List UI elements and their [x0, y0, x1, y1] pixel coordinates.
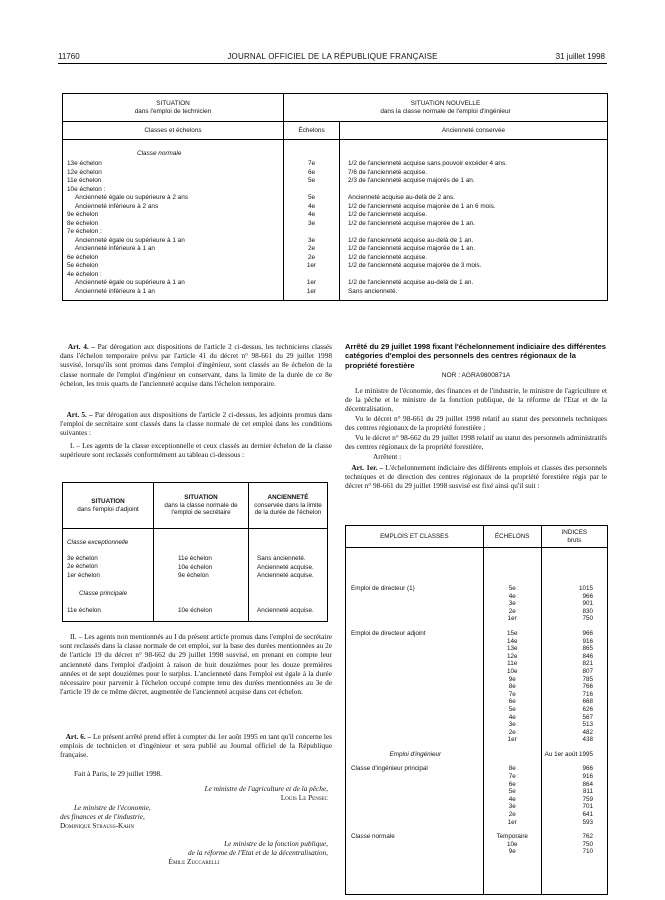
t2-row-situation-secretaire: 9e échelon: [178, 572, 209, 579]
t1-row-echelon: 4e: [307, 211, 316, 218]
t3-row-indice: 916: [582, 773, 593, 781]
t1-row-situation: Ancienneté égale ou supérieure à 2 ans: [75, 194, 188, 201]
t1-row-situation: 7e échelon :: [67, 228, 102, 235]
t1-row-anciennete: 1/2 de l'ancienneté acquise.: [348, 253, 428, 261]
t3-spacer: [351, 848, 480, 856]
t1-row-anciennete: 1/2 de l'ancienneté acquise.: [348, 211, 428, 218]
t3-spacer: [351, 645, 480, 653]
t2-row-situation-adjoint: 2e échelon: [67, 563, 98, 570]
t3-spacer: [351, 653, 480, 661]
t1-row-anciennete: 1/2 de l'ancienneté acquise au-delà de 1 an.: [348, 279, 474, 286]
t1-header-echelons: Échelons: [284, 122, 340, 140]
t3-col-emplois: [346, 548, 484, 895]
t3-row-indice: 750: [582, 840, 593, 848]
article-5-part-i: I. – Les agents de la classe exceptionnelle et ceux classés au dernier échelon de la classe supérieure sont reclassés conformément au tableau ci-dessous :: [60, 441, 332, 460]
t3-spacer: [351, 819, 480, 827]
t3-gap: [351, 758, 480, 765]
t1-header-new: SITUATION NOUVELLE dans la classe normale de l'emploi d'ingénieur: [284, 94, 608, 122]
t3-row-echelon: 4e: [508, 795, 516, 803]
t1-row-anciennete: [348, 186, 603, 195]
t3-row-echelon: 2e: [508, 607, 516, 615]
t1-row-situation: 8e échelon: [67, 219, 99, 227]
t1-row-situation: 10e échelon :: [67, 185, 106, 193]
t3-col-indices: [541, 548, 607, 895]
t1-row-situation: 11e échelon: [67, 177, 102, 184]
article-5-text: Par dérogation aux dispositions de l'article 2 ci-dessus, les adjoints promus dans l'emploi de secrétaire sont classés dans la classe normale de cet emploi dans les conditions suivantes :: [60, 410, 332, 438]
article-5-label: Art. 5. –: [66, 410, 93, 419]
t3-row-echelon: 7e: [508, 773, 516, 781]
t2-col-2: [154, 529, 249, 622]
t3-gap: [545, 623, 593, 630]
t1-row-echelon: 5e: [307, 177, 316, 184]
t3-row-indice: 668: [582, 698, 593, 706]
t3-group-label: Emploi de directeur (1): [351, 585, 415, 592]
t2-header-1: SITUATION dans l'emploi d'adjoint: [63, 483, 154, 529]
t3-row-echelon: 11e: [507, 660, 518, 668]
echelonnement-indiciaire-table: [345, 525, 608, 895]
t3-spacer: [351, 788, 480, 796]
t2-col-1: [63, 529, 154, 622]
t3-row-echelon: 3e: [508, 803, 516, 811]
t3-row-indice: 901: [582, 600, 593, 608]
t3-row-indice: 830: [582, 607, 593, 615]
t3-row-indice: 762: [582, 833, 593, 841]
article-1: [345, 463, 607, 491]
t3-spacer: [351, 698, 480, 706]
t1-row-anciennete: 1/2 de l'ancienneté acquise majorée de 1 an 6 mois.: [348, 202, 496, 210]
t3-group-label: Classe d'ingénieur principal: [351, 765, 428, 773]
t3-gap: [545, 826, 593, 833]
signature-1-title: Le ministre de l'agriculture et de la pêche,: [204, 784, 328, 793]
t3-gap: [351, 856, 480, 863]
t1-row-situation: 9e échelon: [67, 211, 99, 218]
t3-row-indice: 593: [582, 818, 593, 826]
t3-spacer: [351, 811, 480, 819]
header-rule: [58, 63, 607, 64]
t3-row-echelon: 5e: [508, 585, 516, 592]
t1-header-anciennete: Ancienneté conservée: [340, 122, 608, 140]
signature-3-title-2: de la réforme de l'Etat et de la décentralisation,: [188, 848, 328, 857]
t2-header-2: SITUATION dans la classe normale de l'emploi de secrétaire: [154, 483, 249, 529]
t1-row-echelon: 5e: [307, 194, 316, 201]
t1-header-situation: SITUATION dans l'emploi de technicien: [63, 94, 284, 122]
nor-reference: NOR : AGRA9800871A: [441, 372, 511, 379]
t3-spacer: [351, 714, 480, 722]
t1-row-anciennete: 2/3 de l'ancienneté acquise majorés de 1 an.: [348, 177, 475, 184]
t3-spacer: [351, 706, 480, 714]
t3-row-indice: 567: [582, 713, 593, 721]
t3-spacer: [351, 638, 480, 646]
t3-header-indices: INDICES bruts: [541, 526, 607, 548]
t3-row-echelon: 13e: [506, 645, 518, 653]
t3-row-echelon: 5e: [508, 788, 516, 796]
t2-row-situation-adjoint: 11e échelon: [67, 606, 101, 614]
t3-spacer: [351, 841, 480, 849]
t3-gap: [487, 623, 538, 630]
t1-row-echelon: [284, 271, 339, 280]
t3-gap: [351, 826, 480, 833]
t3-row-echelon: 2e: [508, 728, 516, 736]
t3-row-indice: 811: [582, 788, 593, 796]
t1-row-anciennete: [348, 228, 603, 237]
t3-row-echelon: 10e: [506, 840, 518, 848]
t3-spacer: [351, 608, 480, 616]
article-4-text: Par dérogation aux dispositions de l'article 2 ci-dessus, les techniciens classés dans l'échelon temporaire prévu par l'article 41 du décret n° 98-661 du 29 juillet 1998 susvisé, lorsqu'ils sont promus dans l'emploi d'ingénieur, sont classés au 8e échelon de la classe normale de l'emploi d'ingénieur en conservant, dans la limite de la durée de ce 8e échelon, les trois quarts de l'ancienneté acquise dans l'échelon temporaire.: [60, 342, 332, 388]
signature-3-title-1: Le ministre de la fonction publique,: [224, 839, 328, 848]
t3-row-indice: 865: [582, 645, 593, 653]
t3-row-indice: 641: [582, 811, 593, 819]
t2-row-situation-adjoint: 1er échelon: [67, 571, 100, 579]
t3-spacer: [351, 615, 480, 623]
t3-gap: [487, 758, 538, 765]
t1-header-classes: Classes et échelons: [63, 122, 284, 140]
t3-spacer: [351, 796, 480, 804]
t3-row-indice: 513: [582, 721, 593, 729]
t1-row-echelon: 7e: [307, 160, 316, 167]
t1-row-echelon: [284, 228, 339, 237]
t2-section-principale: Classe principale: [79, 590, 127, 597]
t3-row-echelon: 3e: [508, 721, 516, 729]
t3-row-indice: 966: [582, 765, 593, 773]
t3-row-indice: 846: [582, 652, 593, 660]
preamble-ministers: Le ministre de l'économie, des finances et de l'industrie, le ministre de l'agriculture et de la pêche et le ministre de la fonction publique, de la réforme de l'Etat et de la décentralisation,: [345, 386, 607, 414]
t2-section-exceptionnelle: Classe exceptionnelle: [67, 539, 129, 546]
t3-row-echelon: 9e: [508, 675, 516, 683]
t3-header-echelons: ÉCHELONS: [483, 526, 541, 548]
t3-spacer: [351, 773, 480, 781]
t3-spacer: [351, 736, 480, 744]
page-number: 11760: [58, 52, 80, 61]
article-6-label: Art. 6. –: [65, 732, 92, 741]
t3-group-label: Emploi d'ingénieur: [389, 750, 442, 758]
t1-row-anciennete: [348, 271, 603, 280]
t1-row-situation: 6e échelon: [67, 253, 99, 261]
arretent: Arrêtent :: [373, 452, 402, 461]
t2-header-3: ANCIENNETÉ conservée dans la limite de la durée de l'échelon: [249, 483, 328, 529]
t3-spacer: [351, 781, 480, 789]
journal-title: JOURNAL OFFICIEL DE LA RÉPUBLIQUE FRANÇAISE: [227, 52, 438, 61]
fait-a-paris: Fait à Paris, le 29 juillet 1998.: [74, 769, 162, 778]
t3-row-echelon: 5e: [508, 705, 516, 713]
t1-col-echelons: [284, 140, 340, 301]
t2-col-3: [249, 529, 328, 622]
t3-gap: [351, 744, 480, 751]
t3-row-indice: 766: [582, 683, 593, 691]
t3-row-indice: 626: [582, 705, 593, 713]
reclassement-table-adjoint: [62, 482, 328, 622]
t3-row-echelon: 6e: [508, 780, 516, 788]
article-5-part-ii: II. – Les agents non mentionnés au I du présent article promus dans l'emploi de secrétaire sont reclassés dans la classe normale de cet emploi, sur la base des durées mentionnées au 2e de l'article 19 du décret n° 98-662 du 29 juillet 1998 susvisé, en prenant en compte leur ancienneté dans l'emploi d'adjoint à raison de huit douzièmes pour les douze premières années et de sept douzièmes pour le surplus. L'ancienneté dans l'emploi est égale à la durée nécessaire pour parvenir à l'échelon occupé compte tenu des durées mentionnées au 3e de l'article 19 de ce même décret, augmentée de l'ancienneté acquise dans cet échelon.: [60, 632, 332, 697]
signature-2-name: Dominique Strauss-Kahn: [60, 821, 135, 830]
signature-1-name: Louis Le Pensec: [280, 793, 328, 802]
t1-row-anciennete: 1/2 de l'ancienneté acquise majorée de 1 an.: [348, 245, 475, 252]
t1-row-anciennete: Sans ancienneté.: [348, 287, 398, 295]
t3-spacer: [351, 683, 480, 691]
t3-row-echelon: 12e: [506, 652, 518, 660]
t3-gap: [545, 758, 593, 765]
t3-row-echelon: 1er: [507, 818, 517, 826]
t1-row-echelon: 1er: [306, 287, 317, 295]
t3-spacer: [351, 803, 480, 811]
article-1-label: Art. 1er. –: [351, 463, 384, 472]
t3-gap: [487, 744, 538, 751]
t3-row-indice: 482: [582, 728, 593, 736]
t3-row-indice: 821: [582, 660, 593, 668]
t1-row-echelon: 1er: [306, 262, 317, 269]
t1-row-situation: 12e échelon: [67, 168, 102, 176]
t1-row-anciennete: 1/2 de l'ancienneté acquise au-delà de 1 an.: [348, 236, 474, 244]
article-4-label: Art. 4. –: [67, 342, 95, 351]
t3-spacer: [351, 676, 480, 684]
t3-gap: [351, 623, 480, 630]
t1-col-anciennete: [340, 140, 608, 301]
t3-spacer: [351, 721, 480, 729]
t1-row-situation: 13e échelon: [67, 160, 102, 167]
visa-decret-98-662: Vu le décret n° 98-662 du 29 juillet 1998 relatif au statut des personnels administratifs des centres régionaux de la propriété forestière,: [345, 433, 607, 452]
t1-row-echelon: [284, 186, 339, 195]
t2-row-situation-secretaire: 10e échelon: [178, 563, 213, 571]
t1-row-echelon: 2e: [307, 245, 316, 252]
t2-row-situation-secretaire: 11e échelon: [178, 555, 212, 562]
arrete-title: Arrêté du 29 juillet 1998 fixant l'échelonnement indiciaire des différentes catégories d'emploi des personnels des centres régionaux de la propriété forestière: [345, 342, 606, 370]
t3-gap: [545, 744, 593, 751]
t1-row-situation: Ancienneté égale ou supérieure à 1 an: [75, 236, 185, 244]
t3-group-label: Emploi de directeur adjoint: [351, 629, 426, 637]
t3-row-indice: 864: [582, 780, 593, 788]
t3-row-indice: 807: [582, 667, 593, 675]
t1-row-echelon: 3e: [307, 219, 316, 227]
t1-row-echelon: 2e: [307, 253, 316, 261]
t1-row-situation: Ancienneté inférieure à 1 an: [75, 287, 155, 295]
t3-spacer: [351, 691, 480, 699]
t2-row-anciennete: Ancienneté acquise.: [257, 606, 314, 614]
t2-row-anciennete: Sans ancienneté.: [257, 555, 306, 562]
t3-row-echelon: 14e: [506, 637, 518, 645]
t3-row-echelon: 6e: [508, 698, 516, 706]
t2-row-situation-adjoint: 3e échelon: [67, 554, 98, 562]
t3-row-echelon: 4e: [508, 592, 516, 600]
article-5: [60, 410, 332, 438]
article-4: [60, 342, 332, 388]
t3-row-indice: 966: [582, 592, 593, 600]
t1-row-anciennete: 7/6 de l'ancienneté acquise.: [348, 168, 428, 176]
t3-spacer: [351, 729, 480, 737]
t3-row-indice: 966: [582, 629, 593, 637]
t3-row-echelon: 8e: [508, 683, 516, 691]
article-1-text: L'échelonnement indiciaire des différents emplois et classes des personnels techniques et de direction des centres régionaux de la propriété forestière régis par le décret n° 98-661 du 29 juillet 1998 susvisé est fixé ainsi qu'il suit :: [345, 463, 607, 491]
t3-row-echelon: 2e: [508, 811, 516, 819]
issue-date: 31 juillet 1998: [555, 52, 605, 61]
t3-group-label: Classe normale: [351, 833, 395, 841]
t3-row-echelon: Temporaire: [496, 833, 528, 841]
t1-row-echelon: 4e: [307, 202, 316, 210]
t3-gap: [487, 826, 538, 833]
t1-section-title: Classe normale: [137, 150, 182, 157]
t3-row-echelon: 9e: [508, 848, 516, 856]
t3-row-echelon: 1er: [507, 736, 517, 744]
t3-col-echelons: [483, 548, 541, 895]
t1-row-situation: Ancienneté inférieure à 2 ans: [75, 202, 159, 210]
t3-row-echelon: 1er: [507, 615, 517, 623]
t3-spacer: [351, 593, 480, 601]
t1-row-anciennete: Ancienneté acquise au-delà de 2 ans.: [348, 194, 455, 201]
t3-row-indice: 438: [582, 736, 593, 744]
t2-row-situation-secretaire: 10e échelon: [178, 606, 213, 614]
t1-row-situation: 4e échelon :: [67, 270, 102, 278]
t3-row-indice: 710: [582, 848, 593, 856]
t3-row-echelon: 3e: [508, 600, 516, 608]
t3-gap: [545, 856, 593, 863]
article-6: [60, 732, 332, 760]
t3-row-indice: 701: [582, 803, 593, 811]
signature-3-name: Émile Zuccarelli: [168, 857, 220, 866]
t3-gap: [487, 856, 538, 863]
t3-row-echelon: 10e: [506, 667, 518, 675]
t2-row-anciennete: Ancienneté acquise.: [257, 572, 314, 579]
t1-row-echelon: 1er: [306, 279, 317, 286]
signature-2-title-2: des finances et de l'industrie,: [60, 812, 145, 821]
t3-spacer: [487, 751, 538, 759]
t1-row-situation: 5e échelon: [67, 262, 99, 269]
t3-spacer: [351, 668, 480, 676]
t3-row-echelon: 7e: [508, 690, 516, 698]
t3-row-indice: 750: [582, 615, 593, 623]
t3-spacer: [351, 600, 480, 608]
t3-row-indice: 759: [582, 795, 593, 803]
signature-2-title-1: Le ministre de l'économie,: [74, 803, 151, 812]
t1-row-situation: Ancienneté inférieure à 1 an: [75, 245, 155, 252]
t1-row-echelon: 3e: [307, 236, 316, 244]
t1-row-echelon: 6e: [307, 168, 316, 176]
t3-row-indice: 716: [582, 690, 593, 698]
reclassement-table-technicien: [62, 93, 608, 301]
t3-row-echelon: 8e: [508, 765, 516, 773]
visa-decret-98-661: Vu le décret n° 98-661 du 29 juillet 1998 relatif au statut des personnels techniques des centres régionaux de la propriété forestière ;: [345, 414, 607, 433]
t1-col-classes: [63, 140, 284, 301]
t3-row-indice: 1015: [578, 585, 593, 592]
t3-spacer: [351, 660, 480, 668]
t3-group-note: Au 1er août 1995: [544, 750, 593, 758]
t3-row-indice: 785: [582, 675, 593, 683]
t3-row-echelon: 4e: [508, 713, 516, 721]
t1-row-anciennete: 1/2 de l'ancienneté acquise sans pouvoir excéder 4 ans.: [348, 160, 507, 167]
t1-row-anciennete: 1/2 de l'ancienneté acquise majorée de 3 mois.: [348, 262, 482, 269]
t3-row-indice: 916: [582, 637, 593, 645]
t1-row-anciennete: 1/2 de l'ancienneté acquise majorée de 1 an.: [348, 219, 475, 227]
t3-header-emplois: EMPLOIS ET CLASSES: [346, 526, 484, 548]
t2-row-anciennete: Ancienneté acquise.: [257, 563, 314, 571]
t3-row-echelon: 15e: [506, 629, 518, 637]
article-6-text: Le présent arrêté prend effet à compter du 1er août 1995 en tant qu'il concerne les emplois de technicien et d'ingénieur et sera publié au Journal officiel de la République française.: [60, 732, 332, 760]
t1-row-situation: Ancienneté égale ou supérieure à 1 an: [75, 279, 185, 286]
